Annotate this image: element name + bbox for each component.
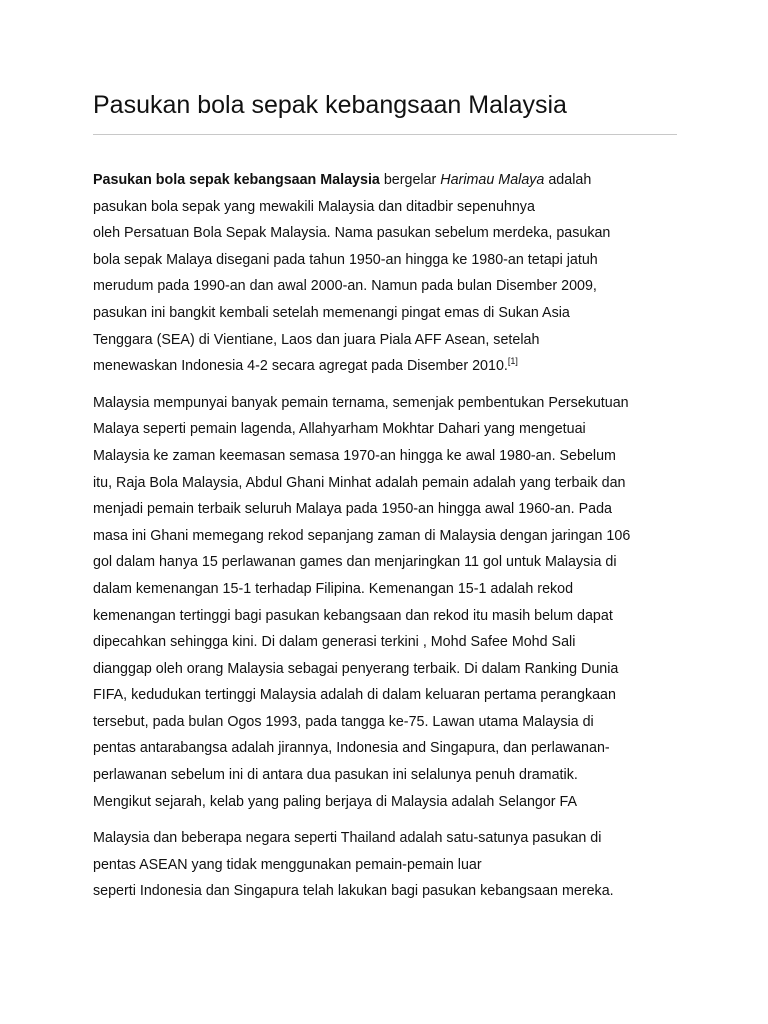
intro-text-b: adalah xyxy=(544,172,592,188)
text-line: dianggap oleh orang Malaysia sebagai penyerang terbaik. Di dalam Ranking Dunia xyxy=(93,660,619,677)
intro-bold-subject: Pasukan bola sepak kebangsaan Malaysia xyxy=(93,172,380,188)
intro-text-a: bergelar xyxy=(379,172,441,188)
paragraph-intro xyxy=(93,167,693,380)
text-line: FIFA, kedudukan tertinggi Malaysia adalah di dalam keluaran pertama perangkaan xyxy=(93,687,616,704)
text-line: merudum pada 1990-an dan awal 2000-an. Namun pada bulan Disember 2009, xyxy=(93,278,597,295)
article-body xyxy=(93,167,693,905)
reference-link[interactable]: [1] xyxy=(507,356,518,367)
document-page xyxy=(93,0,693,915)
text-line: Malaya seperti pemain lagenda, Allahyarham Mokhtar Dahari yang mengetuai xyxy=(93,421,586,438)
text-line: masa ini Ghani memegang rekod sepanjang zaman di Malaysia dengan jaringan 106 xyxy=(93,527,631,544)
text-line: Malaysia ke zaman keemasan semasa 1970-an hingga ke awal 1980-an. Sebelum xyxy=(93,447,616,464)
paragraph-players xyxy=(93,390,693,816)
text-line: bola sepak Malaya disegani pada tahun 1950-an hingga ke 1980-an tetapi jatuh xyxy=(93,251,598,268)
text-line: menjadi pemain terbaik seluruh Malaya pada 1950-an hingga awal 1960-an. Pada xyxy=(93,501,613,518)
text-line: seperti Indonesia dan Singapura telah lakukan bagi pasukan kebangsaan mereka. xyxy=(93,883,614,900)
text-line: dalam kemenangan 15-1 terhadap Filipina. Kemenangan 15-1 adalah rekod xyxy=(93,580,574,597)
title-divider xyxy=(93,134,677,135)
intro-first-line xyxy=(93,167,693,194)
paragraph-asean xyxy=(93,825,693,905)
text-line: tersebut, pada bulan Ogos 1993, pada tangga ke-75. Lawan utama Malaysia di xyxy=(93,713,594,730)
text-line: Malaysia dan beberapa negara seperti Thailand adalah satu-satunya pasukan di xyxy=(93,830,602,847)
text-line: Mengikut sejarah, kelab yang paling berjaya di Malaysia adalah Selangor FA xyxy=(93,793,578,810)
text-line: Malaysia mempunyai banyak pemain ternama, semenjak pembentukan Persekutuan xyxy=(93,394,629,411)
text-line: pentas antarabangsa adalah jirannya, Indonesia and Singapura, dan perlawanan- xyxy=(93,740,610,757)
page-title: Pasukan bola sepak kebangsaan Malaysia xyxy=(93,91,567,119)
text-line: perlawanan sebelum ini di antara dua pasukan ini selalunya penuh dramatik. xyxy=(93,767,578,784)
text-line: oleh Persatuan Bola Sepak Malaysia. Nama pasukan sebelum merdeka, pasukan xyxy=(93,225,611,242)
text-line: gol dalam hanya 15 perlawanan games dan menjaringkan 11 gol untuk Malaysia di xyxy=(93,554,617,571)
text-line: pasukan ini bangkit kembali setelah memenangi pingat emas di Sukan Asia xyxy=(93,304,570,321)
text-line: dipecahkan sehingga kini. Di dalam generasi terkini , Mohd Safee Mohd Sali xyxy=(93,634,576,651)
text-segment: menewaskan Indonesia 4-2 secara agregat pada Disember 2010. xyxy=(93,358,508,375)
text-line: Tenggara (SEA) di Vientiane, Laos dan juara Piala AFF Asean, setelah xyxy=(93,331,540,348)
text-line: kemenangan tertinggi bagi pasukan kebangsaan dan rekod itu masih belum dapat xyxy=(93,607,613,624)
text-line: itu, Raja Bola Malaysia, Abdul Ghani Minhat adalah pemain adalah yang terbaik dan xyxy=(93,474,626,491)
text-line: pasukan bola sepak yang mewakili Malaysia dan ditadbir sepenuhnya xyxy=(93,198,535,215)
intro-last-line xyxy=(93,353,693,380)
text-line: pentas ASEAN yang tidak menggunakan pemain-pemain luar xyxy=(93,856,482,873)
intro-nickname: Harimau Malaya xyxy=(440,172,545,188)
